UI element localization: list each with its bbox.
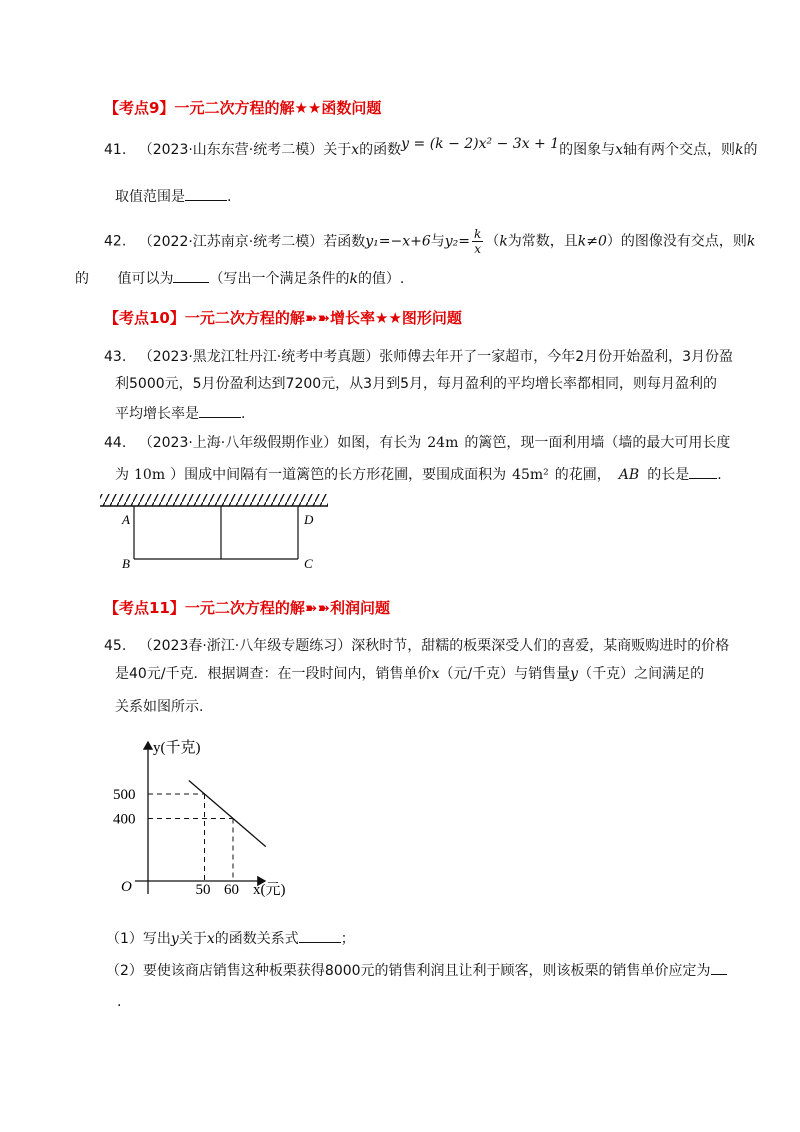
q45-sub-1 [106,928,355,949]
q44-text-4: ）围成中间隔有一道篱笆的长方形花圃，要围成面积为 [170,467,507,483]
q41-text-4: 的 [743,142,758,158]
q42-line-2-d: 的值）. [357,271,405,287]
question-43-line-3 [115,403,245,424]
q42-number: 42. [104,233,127,250]
question-44-line-2 [115,464,722,485]
q45-sub-1-c: 的函数关系式 [214,931,299,947]
q43-answer-blank[interactable] [199,403,241,418]
q42-k1: k [499,233,508,250]
function-line [189,781,266,847]
q45-sub-1-a: （1）写出 [106,931,171,947]
q41-answer-blank[interactable] [185,186,227,201]
q45-line-2-a: 是40元/千克．根据调查：在一段时间内，销售单价 [115,666,432,682]
q42-k4: k [349,271,358,287]
y-axis-label: y(千克) [153,740,201,756]
q45-var-y: y [570,666,579,682]
q45-sub-1-b: 关于 [178,931,207,947]
q44-text-6: 的长是 [647,467,690,483]
q42-text-2: （ [485,233,500,250]
q42-y2: y₂= [444,233,471,250]
q44-ab: AB [618,467,640,483]
q44-wall-length: 10m [134,467,166,483]
question-41-line-1 [104,136,758,160]
q44-end: . [717,467,722,483]
q42-text-3: 为常数，且 [507,233,578,250]
q43-line-1-text: （2023·黑龙江牡丹江·统考中考真题）张师傅去年开了一家超市，今年2月份开始盈利，3月份盈 [138,349,734,365]
q41-text-3: 轴有两个交点，则 [623,142,736,158]
q42-fraction [472,227,483,256]
q43-line-3-text: 平均增长率是 [115,406,199,422]
wall-hatching [100,494,328,506]
q41-number: 41. [104,142,127,158]
q44-length: 24m [427,435,459,451]
x-tick-label-50: 50 [195,882,211,898]
y-tick-label-500: 500 [113,787,136,803]
q41-end: . [227,189,232,205]
q42-k3: k [746,233,756,250]
q42-fraction-numerator: k [474,227,482,241]
q41-formula: y = (k − 2)x² − 3x + 1 [401,136,560,152]
q42-fraction-denominator: x [474,242,482,256]
q42-line-2-c: （写出一个满足条件的 [209,271,350,287]
q45-sub-2-text: （2）要使该商店销售这种板栗获得8000元的销售利润且让利于顾客，则该板栗的销售单价应定为 [106,963,711,979]
q45-line-2-c: （千克）之间满足的 [578,666,705,682]
x-tick-label-60: 60 [224,882,239,898]
q45-line-1-text: （2023春·浙江·八年级专题练习）深秋时节，甜糯的板栗深受人们的喜爱，某商贩购进时的价格 [138,638,730,654]
label-c: C [304,556,313,571]
q41-var-x-2: x [615,142,624,158]
q42-line-2-b: 值可以为 [117,271,174,287]
q43-number: 43. [104,349,127,365]
origin-label: O [121,879,132,895]
question-43-line-2: 利5000元，5月份盈利达到7200元，从3月到5月，每月盈利的平均增长率都相同，则每月盈利的 [115,376,717,392]
label-a: A [122,512,130,527]
q45-sub-1-x: x [206,931,215,947]
q45-chart [105,728,305,903]
question-45-line-2 [115,664,704,684]
q44-text-2: 的篱笆，现一面利用墙（墙的最大可用长度 [464,435,731,451]
q44-text-1: （2023·上海·八年级假期作业）如图，有长为 [138,435,422,451]
q44-answer-blank[interactable] [689,464,717,479]
q45-line-2-b: （元/千克）与销售量 [439,666,571,682]
q45-sub-1-blank[interactable] [299,928,341,943]
q45-var-x: x [431,666,440,682]
question-42-line-1 [104,227,755,256]
q42-line-2-a: 的 [75,271,89,287]
q44-text-5: 的花圃， [554,467,611,483]
q45-sub-2-blank[interactable] [711,960,727,975]
question-41-line-2 [115,186,231,207]
q41-source: （2023·山东东营·统考二模）关于 [138,142,352,158]
q42-text-4: ）的图像没有交点，则 [606,233,747,250]
q45-sub-2-end: . [117,994,122,1010]
q44-garden-figure [98,488,338,578]
q41-text-1: 的函数 [359,142,402,158]
question-45-line-1 [104,636,729,656]
q42-text-1: 与 [430,233,445,250]
question-45-line-3: 关系如图所示. [115,699,204,715]
section-10-title: 【考点10】一元二次方程的解➽➽增长率★★图形问题 [104,309,462,327]
question-43-line-1 [104,347,733,367]
q43-end: . [241,406,246,422]
q44-number: 44. [104,435,127,451]
section-9-title: 【考点9】一元二次方程的解★★函数问题 [104,99,382,117]
label-b: B [122,556,130,571]
q44-text-3: 为 [115,467,129,483]
question-44-line-1 [104,433,730,453]
q45-number: 45. [104,638,127,654]
q41-var-k: k [735,142,744,158]
q42-source: （2022·江苏南京·统考二模）若函数 [138,233,366,250]
x-axis-label: x(元) [253,882,286,898]
q41-text-2: 的图象与 [559,142,616,158]
q42-y1: y₁=−x+6 [365,233,431,250]
y-tick-label-400: 400 [113,811,136,828]
q44-area: 45m² [512,467,549,483]
q45-sub-1-y: y [170,931,179,947]
q45-sub-2 [106,960,727,981]
label-d: D [304,512,314,527]
q45-sub-1-end: ； [340,931,355,947]
section-11-title: 【考点11】一元二次方程的解➽➽利润问题 [104,599,391,617]
q41-var-x: x [351,142,360,158]
q41-line-2-text: 取值范围是 [115,189,185,205]
question-42-line-2 [75,268,404,289]
q42-k2: k≠0 [577,233,607,250]
q42-answer-blank[interactable] [173,268,209,283]
